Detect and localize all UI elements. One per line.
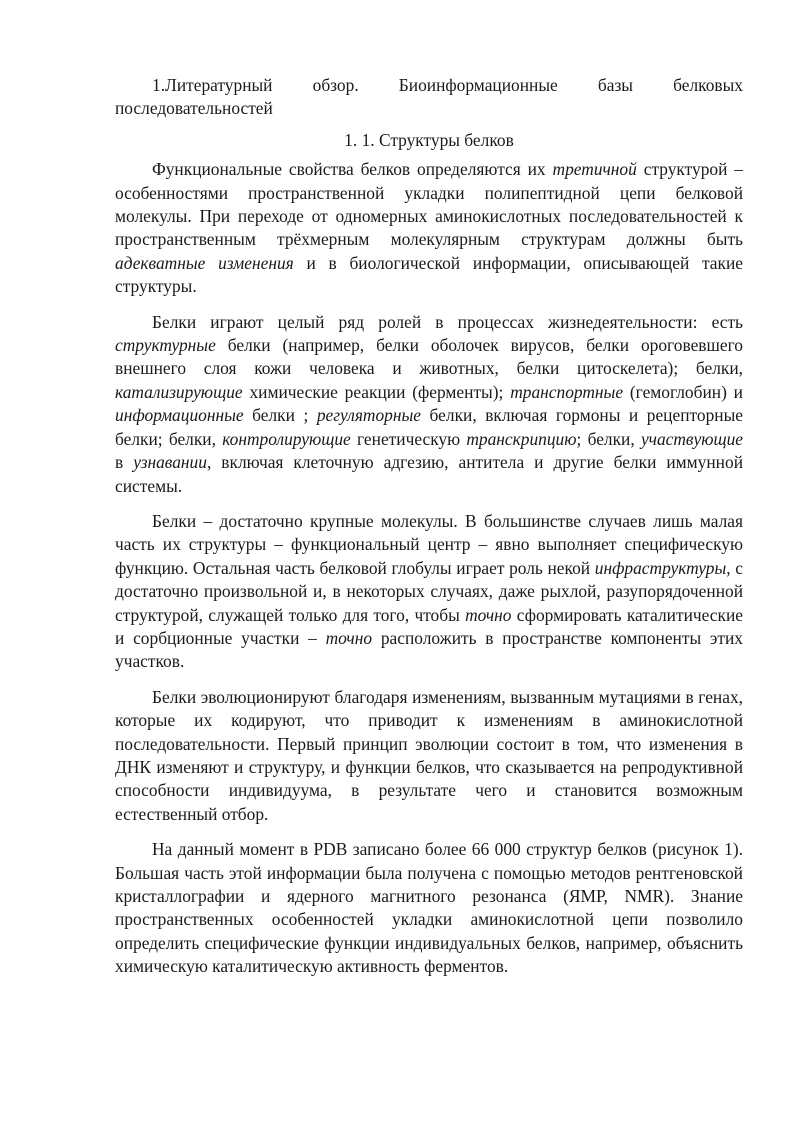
text-run: белки, включая гормоны и рецепторные белки; белки, [115, 405, 743, 449]
text-run: химические реакции (ферменты); [242, 381, 511, 402]
italic-term: контролирующие [222, 428, 351, 449]
italic-term: информационные [115, 405, 244, 426]
document-page [115, 74, 743, 979]
italic-term: узнавании [133, 452, 207, 473]
subsection-heading: 1. 1. Структуры белков [344, 129, 514, 150]
text-run: расположить в пространстве компоненты этих участков. [115, 627, 743, 672]
text-run: , включая клеточную адгезию, антитела и другие белки иммунной системы. [115, 452, 743, 496]
paragraph-protein-roles [115, 311, 743, 498]
text-run: белки (например, белки оболочек вирусов, белки ороговевшего внешнего слоя кожи человека и животных, белки цитоскелета); белки, [115, 335, 743, 379]
paragraph-functional-center [115, 510, 743, 674]
italic-term: катализирующие [115, 381, 243, 402]
italic-term: инфраструктуры [594, 557, 727, 578]
text-run: Функциональные свойства белков определяются их [152, 159, 553, 180]
text-run: и в биологической информации, описывающей такие структуры. [115, 252, 743, 297]
text-run: белки ; [243, 405, 317, 426]
italic-term: структурные [115, 335, 216, 356]
text-run: Белки – достаточно крупные молекулы. В большинстве случаев лишь малая часть их структуры – функциональный центр – явно выполняет специфическую функцию. Остальная часть белковой глобулы играет роль некой [115, 510, 743, 578]
italic-term: адекватные изменения [115, 252, 294, 273]
text-run: Белки играют целый ряд ролей в процессах жизнедеятельности: есть [152, 311, 743, 332]
italic-term: участвующие [640, 428, 743, 449]
text-run: генетическую [350, 428, 467, 449]
text-run: ; белки, [576, 428, 641, 449]
paragraph-evolution: Белки эволюционируют благодаря изменениям, вызванным мутациями в генах, которые их кодируют, что приводит к изменениям в аминокислотной последовательности. Первый принцип эволюции состоит в том, что изменения в ДНК изменяют и структуру, и функции белков, что сказывается на репродуктивной способности индивидуума, в результате чего и становится возможным естественный отбор. [115, 686, 743, 824]
text-run: в [115, 452, 134, 473]
text-run: (гемоглобин) и [623, 381, 743, 402]
italic-term: транспортные [510, 381, 624, 402]
italic-term: регуляторные [316, 405, 422, 426]
text-run: , с достаточно произвольной и, в некоторых случаях, даже рыхлой, разупорядоченной структурой, служащей только для того, чтобы [115, 557, 743, 625]
italic-term: третичной [552, 159, 637, 180]
paragraph-tertiary-structure [115, 158, 743, 298]
text-run: структурой – особенностями пространственной укладки полипептидной цепи белковой молекулы. При переходе от одномерных аминокислотных последовательностей к пространственным трёхмерным молекулярным структурам должны быть [115, 159, 743, 250]
italic-term: точно [325, 627, 373, 648]
paragraph-pdb: На данный момент в PDB записано более 66 000 структур белков (рисунок 1). Большая часть этой информации была получена с помощью методов рентгеновской кристаллографии и ядерного магнитного резонанса (ЯМР, NMR). Знание пространственных особенностей укладки аминокислотной цепи позволило определить специфические функции индивидуальных белков, например, объяснить химическую каталитическую активность ферментов. [115, 839, 743, 977]
italic-term: транскрипцию [466, 428, 577, 449]
italic-term: точно [465, 604, 512, 625]
text-run: сформировать каталитические и сорбционные участки – [115, 604, 743, 648]
section-heading: 1.Литературный обзор. Биоинформационные базы белковых последовательностей [115, 75, 743, 119]
